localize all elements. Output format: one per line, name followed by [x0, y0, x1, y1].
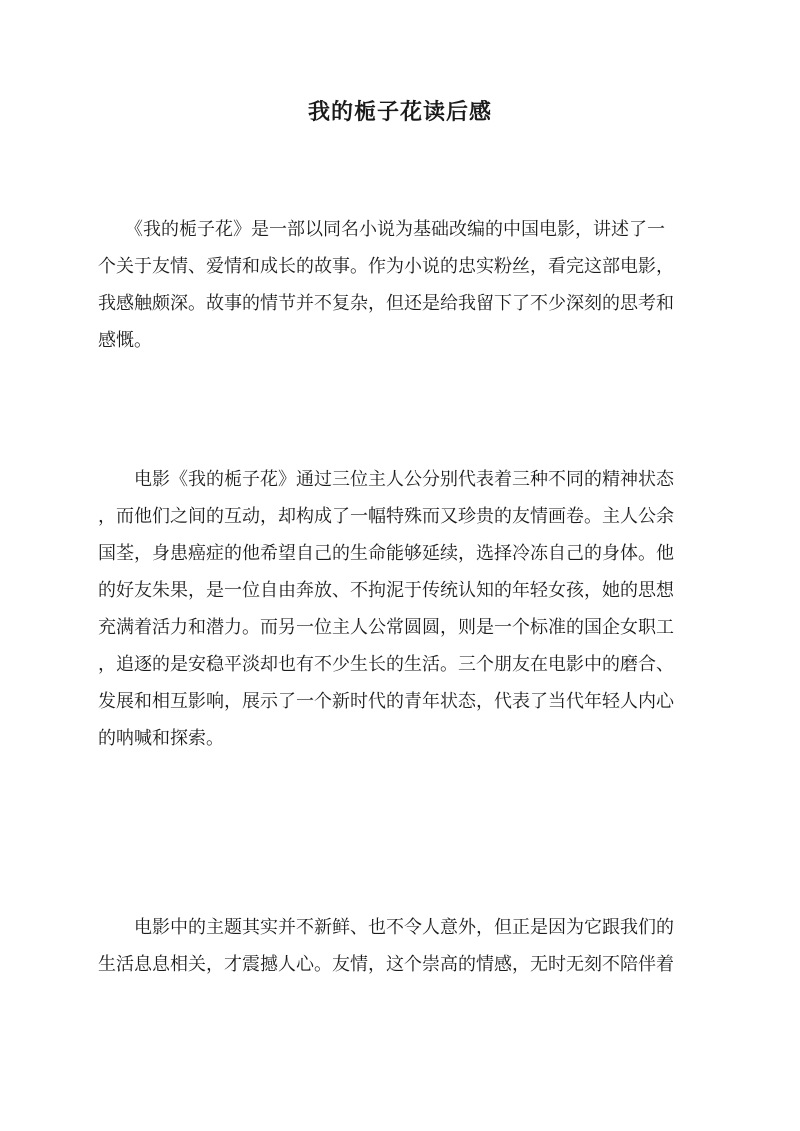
paragraph-line: 我感触颇深。故事的情节并不复杂，但还是给我留下了不少深刻的思考和: [98, 293, 674, 314]
paragraph-line: 感慨。: [98, 330, 152, 351]
paragraph-line: 《我的栀子花》是一部以同名小说为基础改编的中国电影，讲述了一: [98, 219, 665, 240]
paragraph-line: 充满着活力和潜力。而另一位主人公常圆圆，则是一个标准的国企女职工: [98, 617, 674, 638]
paragraph-line: 个关于友情、爱情和成长的故事。作为小说的忠实粉丝，看完这部电影，: [98, 256, 674, 277]
paragraph-2: [98, 461, 700, 757]
document-title: 我的栀子花读后感: [307, 99, 492, 125]
paragraph-line: 的好友朱果，是一位自由奔放、不拘泥于传统认知的年轻女孩，她的思想: [98, 580, 674, 601]
paragraph-line: 电影《我的栀子花》通过三位主人公分别代表着三种不同的精神状态: [98, 469, 674, 490]
paragraph-line: ，追逐的是安稳平淡却也有不少生长的生活。三个朋友在电影中的磨合、: [98, 654, 674, 675]
paragraph-3: [98, 909, 700, 983]
paragraph-line: 的呐喊和探索。: [98, 728, 224, 749]
paragraph-line: 电影中的主题其实并不新鲜、也不令人意外，但正是因为它跟我们的: [98, 917, 674, 938]
paragraph-line: 发展和相互影响，展示了一个新时代的青年状态，代表了当代年轻人内心: [98, 691, 674, 712]
paragraph-line: 生活息息相关，才震撼人心。友情，这个崇高的情感，无时无刻不陪伴着: [98, 954, 674, 975]
paragraph-1: [98, 211, 700, 359]
paragraph-line: ，而他们之间的互动，却构成了一幅特殊而又珍贵的友情画卷。主人公余: [98, 506, 674, 527]
paragraph-line: 国荃，身患癌症的他希望自己的生命能够延续，选择冷冻自己的身体。他: [98, 543, 674, 564]
